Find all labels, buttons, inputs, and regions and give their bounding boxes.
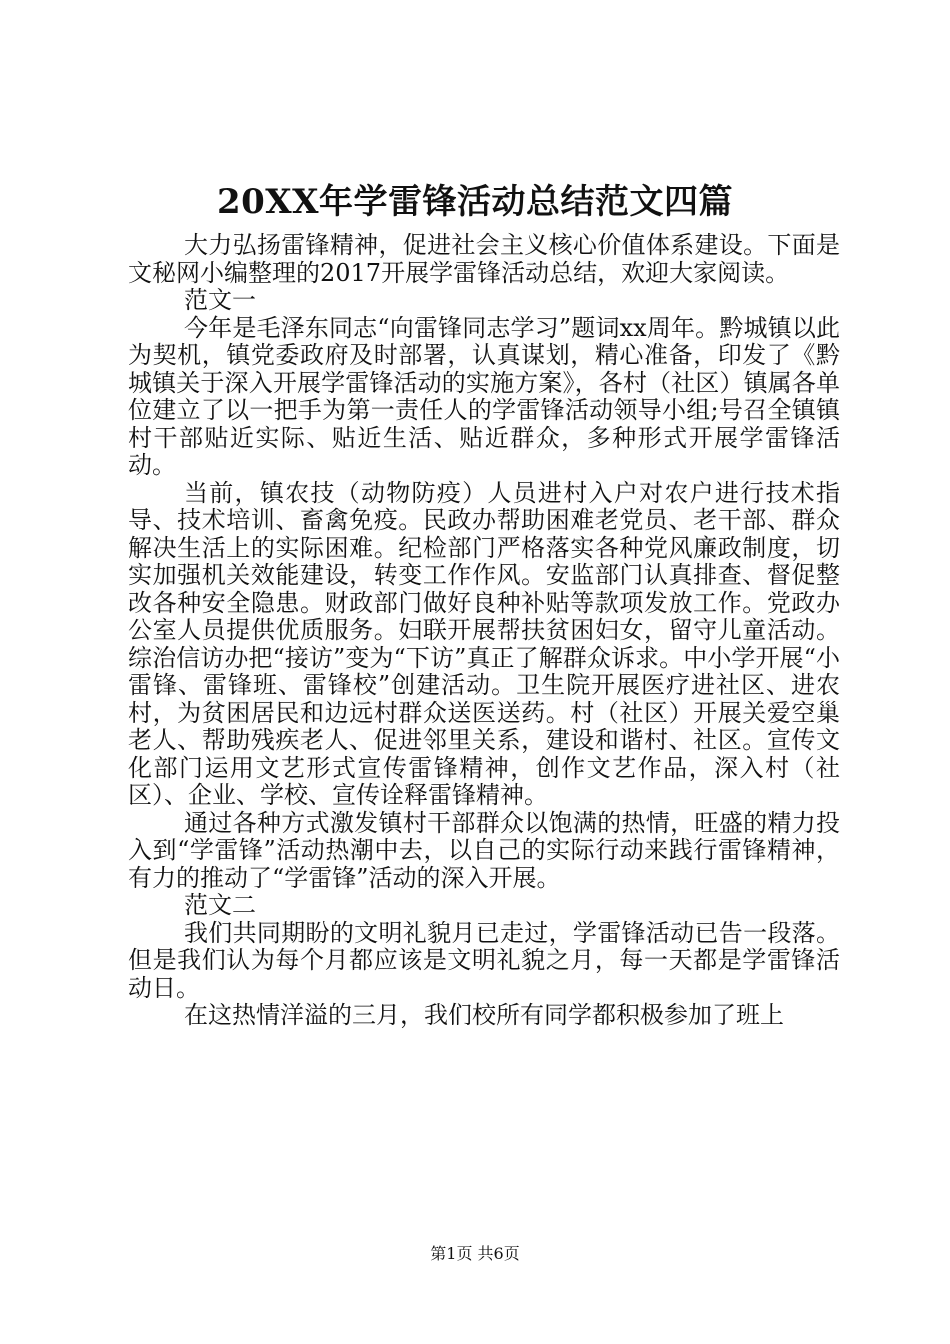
body-paragraph: 在这热情洋溢的三月，我们校所有同学都积极参加了班上 [184, 1001, 784, 1029]
section-heading-fanwen-1: 范文一 [184, 286, 256, 314]
page-number-footer: 第1页 共6页 [430, 1244, 520, 1263]
intro-paragraph: 大力弘扬雷锋精神，促进社会主义核心价值体系建设。下面是文秘网小编整理的2017开展学雷锋活动总结，欢迎大家阅读。 [128, 231, 840, 287]
document-title: 20XX年学雷锋活动总结范文四篇 [216, 182, 734, 222]
body-paragraph: 今年是毛泽东同志“向雷锋同志学习”题词xx周年。黔城镇以此为契机，镇党委政府及时部署，认真谋划，精心准备，印发了《黔城镇关于深入开展学雷锋活动的实施方案》，各村（社区）镇属各单位建立了以一把手为第一责任人的学雷锋活动领导小组;号召全镇镇村干部贴近实际、贴近生活、贴近群众，多种形式开展学雷锋活动。 [128, 313, 840, 479]
body-paragraph: 当前，镇农技（动物防疫）人员进村入户对农户进行技术指导、技术培训、畜禽免疫。民政办帮助困难老党员、老干部、群众解决生活上的实际困难。纪检部门严格落实各种党风廉政制度，切实加强机关效能建设，转变工作作风。安监部门认真排查、督促整改各种安全隐患。财政部门做好良种补贴等款项发放工作。党政办公室人员提供优质服务。妇联开展帮扶贫困妇女，留守儿童活动。综治信访办把“接访”变为“下访”真正了解群众诉求。中小学开展“小雷锋、雷锋班、雷锋校”创建活动。卫生院开展医疗进社区、进农村，为贫困居民和边远村群众送医送药。村（社区）开展关爱空巢老人、帮助残疾老人、促进邻里关系，建设和谐村、社区。宣传文化部门运用文艺形式宣传雷锋精神，创作文艺作品，深入村（社区）、企业、学校、宣传诠释雷锋精神。 [128, 478, 840, 809]
body-paragraph: 我们共同期盼的文明礼貌月已走过，学雷锋活动已告一段落。但是我们认为每个月都应该是文明礼貌之月，每一天都是学雷锋活动日。 [128, 918, 840, 1002]
document-body [128, 232, 840, 1030]
section-heading-fanwen-2: 范文二 [184, 891, 256, 919]
body-paragraph: 通过各种方式激发镇村干部群众以饱满的热情，旺盛的精力投入到“学雷锋”活动热潮中去，以自己的实际行动来践行雷锋精神，有力的推动了“学雷锋”活动的深入开展。 [128, 808, 840, 892]
